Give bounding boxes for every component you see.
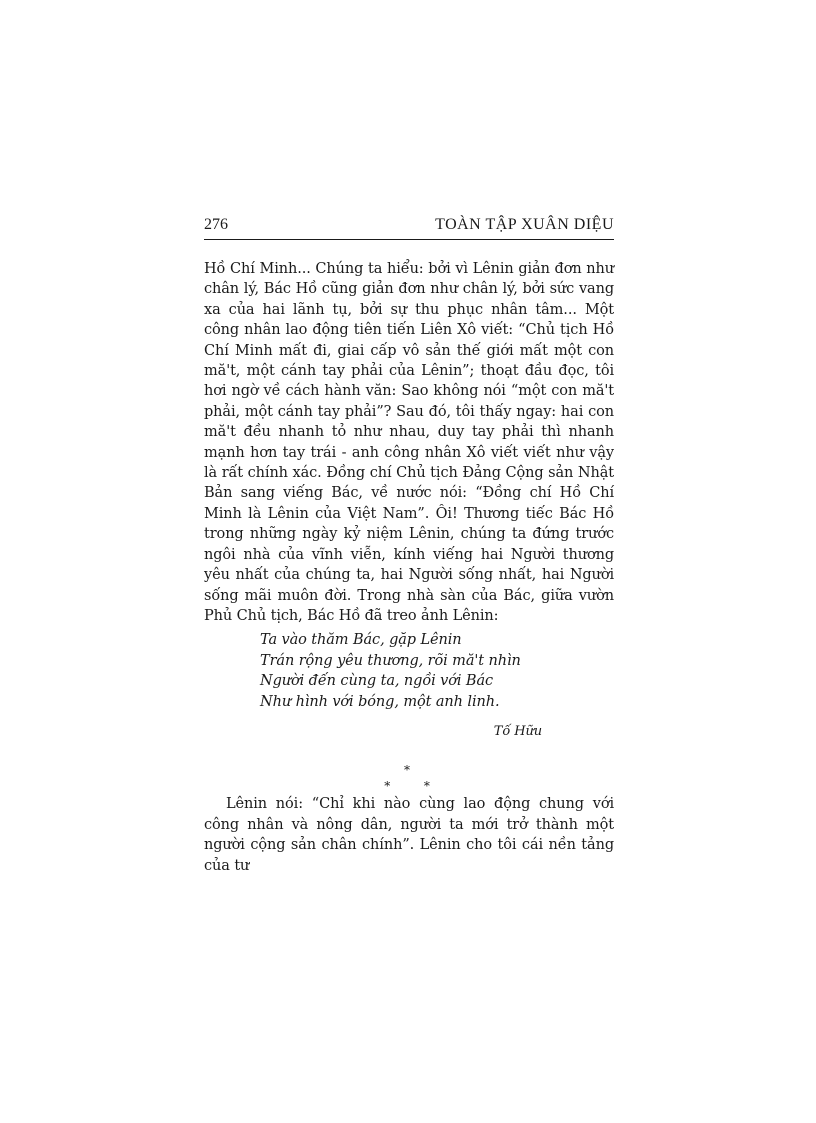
- poem-line-1: Ta vào thăm Bác, gặp Lênin: [260, 632, 462, 649]
- poem-line-3: Người đến cùng ta, ngồi với Bác: [260, 673, 494, 690]
- poem: [260, 630, 614, 712]
- poem-author: Tố Hữu: [493, 723, 542, 739]
- separator-star-top: *: [404, 763, 410, 778]
- book-title: TOÀN TẬP XUÂN DIỆU: [435, 216, 614, 233]
- poem-line-2: Trán rộng yêu thương, rõi mă't nhìn: [260, 652, 521, 669]
- paragraph-1: Hồ Chí Minh... Chúng ta hiểu: bởi vì Lênin giản đơn như chân lý, Bác Hồ cũng giản đơn như chân lý, bởi sức vang xa của hai lãnh tụ, bởi sự thu phục nhân tâm... Một công nhân lao động tiên tiến Liên Xô viết: “Chủ tịch Hồ Chí Minh mất đi, giai cấp vô sản thế giới mất một con mă't, một cánh tay phải của Lênin”; thoạt đầu đọc, tôi hơi ngờ về cách hành văn: Sao không nói “một con mă't phải, một cánh tay phải”? Sau đó, tôi thấy ngay: hai con mă't đều nhanh tỏ như nhau, duy tay phải thì nhanh mạnh hơn tay trái - anh công nhân Xô viết viết như vậy là rất chính xác. Đồng chí Chủ tịch Đảng Cộng sản Nhật Bản sang viếng Bác, về nước nói: “Đồng chí Hồ Chí Minh là Lênin của Việt Nam”. Ôi! Thương tiếc Bác Hồ trong những ngày kỷ niệm Lênin, chúng ta đứng trước ngôi nhà của vĩnh viễn, kính viếng hai Người thương yêu nhất của chúng ta, hai Người sống nhất, hai Người sống mãi muôn đời. Trong nhà sàn của Bác, giữa vườn Phủ Chủ tịch, Bác Hồ đã treo ảnh Lênin:: [204, 261, 614, 624]
- poem-line-4: Như hình với bóng, một anh linh.: [260, 693, 500, 710]
- book-page: [204, 216, 614, 876]
- running-header: [204, 216, 614, 240]
- separator-star-bottom: * *: [384, 779, 430, 794]
- section-separator: [202, 762, 612, 794]
- page-number: 276: [204, 216, 228, 233]
- paragraph-2: Lênin nói: “Chỉ khi nào cùng lao động chung với công nhân và nông dân, người ta mới trở thành một người cộng sản chân chính”. Lênin cho tôi cái nền tảng của tư: [204, 796, 614, 874]
- page-body: [204, 259, 614, 876]
